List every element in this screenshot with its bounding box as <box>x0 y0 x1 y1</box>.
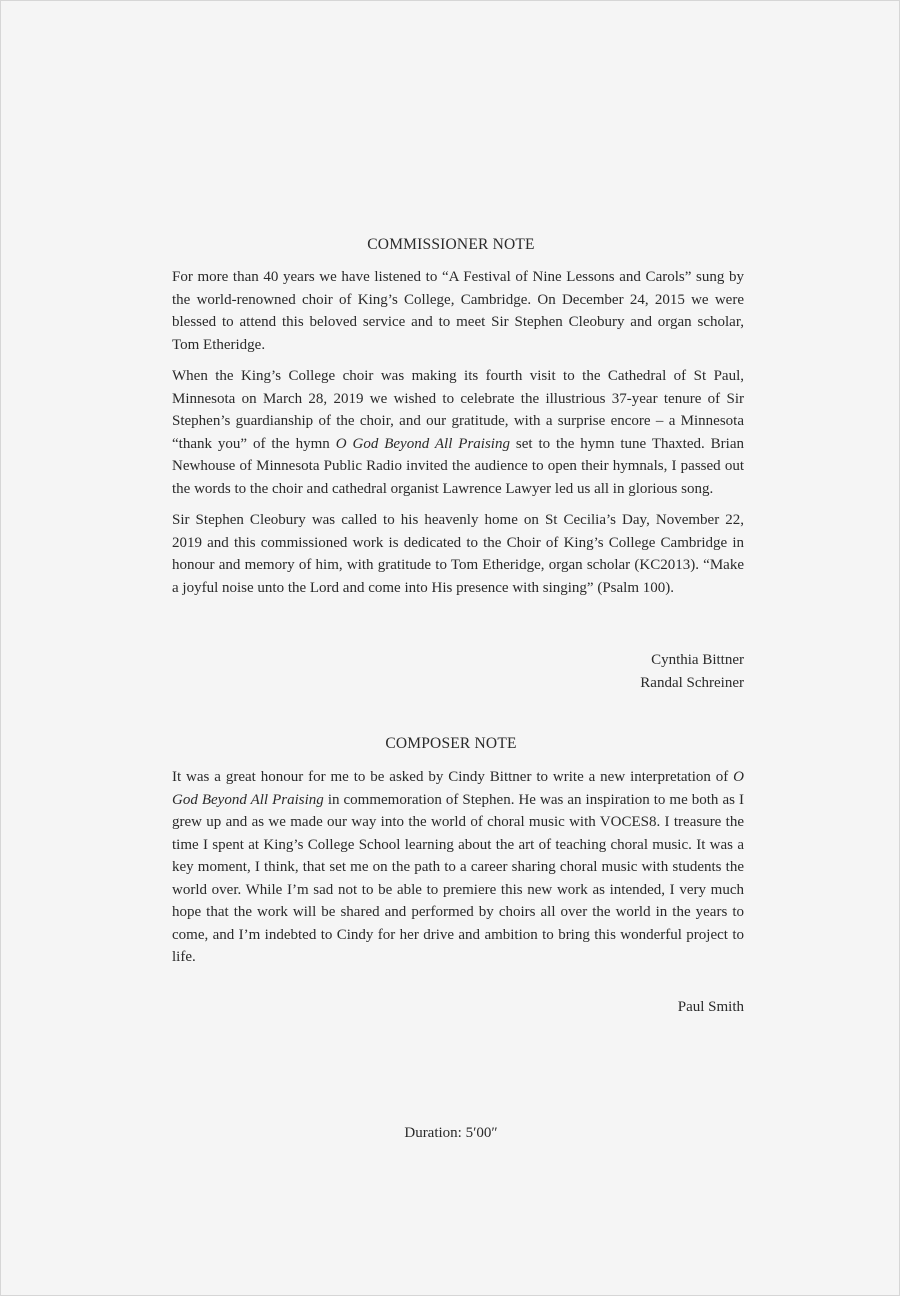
commissioner-signatures <box>172 649 744 694</box>
signature-paul-smith: Paul Smith <box>677 999 744 1015</box>
composer-paragraph-1 <box>172 766 744 969</box>
composer-signatures <box>172 996 744 1019</box>
commissioner-paragraph-3 <box>172 509 744 599</box>
hymn-title: O God Beyond All Praising <box>172 769 744 808</box>
commissioner-paragraph-1 <box>172 266 744 356</box>
paragraph-text: Sir Stephen Cleobury was called to his heavenly home on St Cecilia’s Day, November 22, 2019 and this commissioned work is dedicated to the Choir of King’s College Cambridge in honour and memory of him, with gratitude to Tom Etheridge, organ scholar (KC2013). “Make a joyful noise unto the Lord and come into His presence with singing” (Psalm 100). <box>172 512 744 596</box>
commissioner-note-body <box>172 266 744 608</box>
paragraph-text: When the King’s College choir was making its fourth visit to the Cathedral of St Paul, Minnesota on March 28, 2019 we wished to celebrate the illustrious 37-year tenure of Sir Stephen’s guardianship of the choir, and our gratitude, with a surprise encore – a Minnesota “thank you” of the hymn <box>172 368 744 452</box>
commissioner-note-heading: COMMISSIONER NOTE <box>367 236 535 253</box>
paragraph-text: For more than 40 years we have listened to “A Festival of Nine Lessons and Carols” sung by the world-renowned choir of King’s College, Cambridge. On December 24, 2015 we were blessed to attend this beloved service and to meet Sir Stephen Cleobury and organ scholar, Tom Etheridge. <box>172 269 744 353</box>
composer-note-heading: COMPOSER NOTE <box>385 735 517 752</box>
signature-randal-schreiner: Randal Schreiner <box>640 674 744 691</box>
composer-note-body <box>172 766 744 978</box>
paragraph-text: It was a great honour for me to be asked by Cindy Bittner to write a new interpretation of <box>172 769 734 785</box>
duration-label: Duration: 5′00″ <box>404 1125 498 1141</box>
paragraph-text: set to the hymn tune Thaxted. Brian Newhouse of Minnesota Public Radio invited the audience to open their hymnals, I passed out the words to the choir and cathedral organist Lawrence Lawyer led us all in glorious song. <box>172 435 744 497</box>
hymn-title: O God Beyond All Praising <box>335 435 510 452</box>
signature-cynthia-bittner: Cynthia Bittner <box>651 652 744 668</box>
commissioner-paragraph-2 <box>172 365 744 500</box>
paragraph-text: in commemoration of Stephen. He was an inspiration to me both as I grew up and as we made our way into the world of choral music with VOCES8. I treasure the time I spent at King’s College School learning about the art of teaching choral music. It was a key moment, I think, that set me on the path to a career sharing choral music with students the world over. While I’m sad not to be able to premiere this new work as intended, I very much hope that the work will be shared and performed by choirs all over the world in the years to come, and I’m indebted to Cindy for her drive and ambition to bring this wonderful project to life. <box>172 791 744 965</box>
